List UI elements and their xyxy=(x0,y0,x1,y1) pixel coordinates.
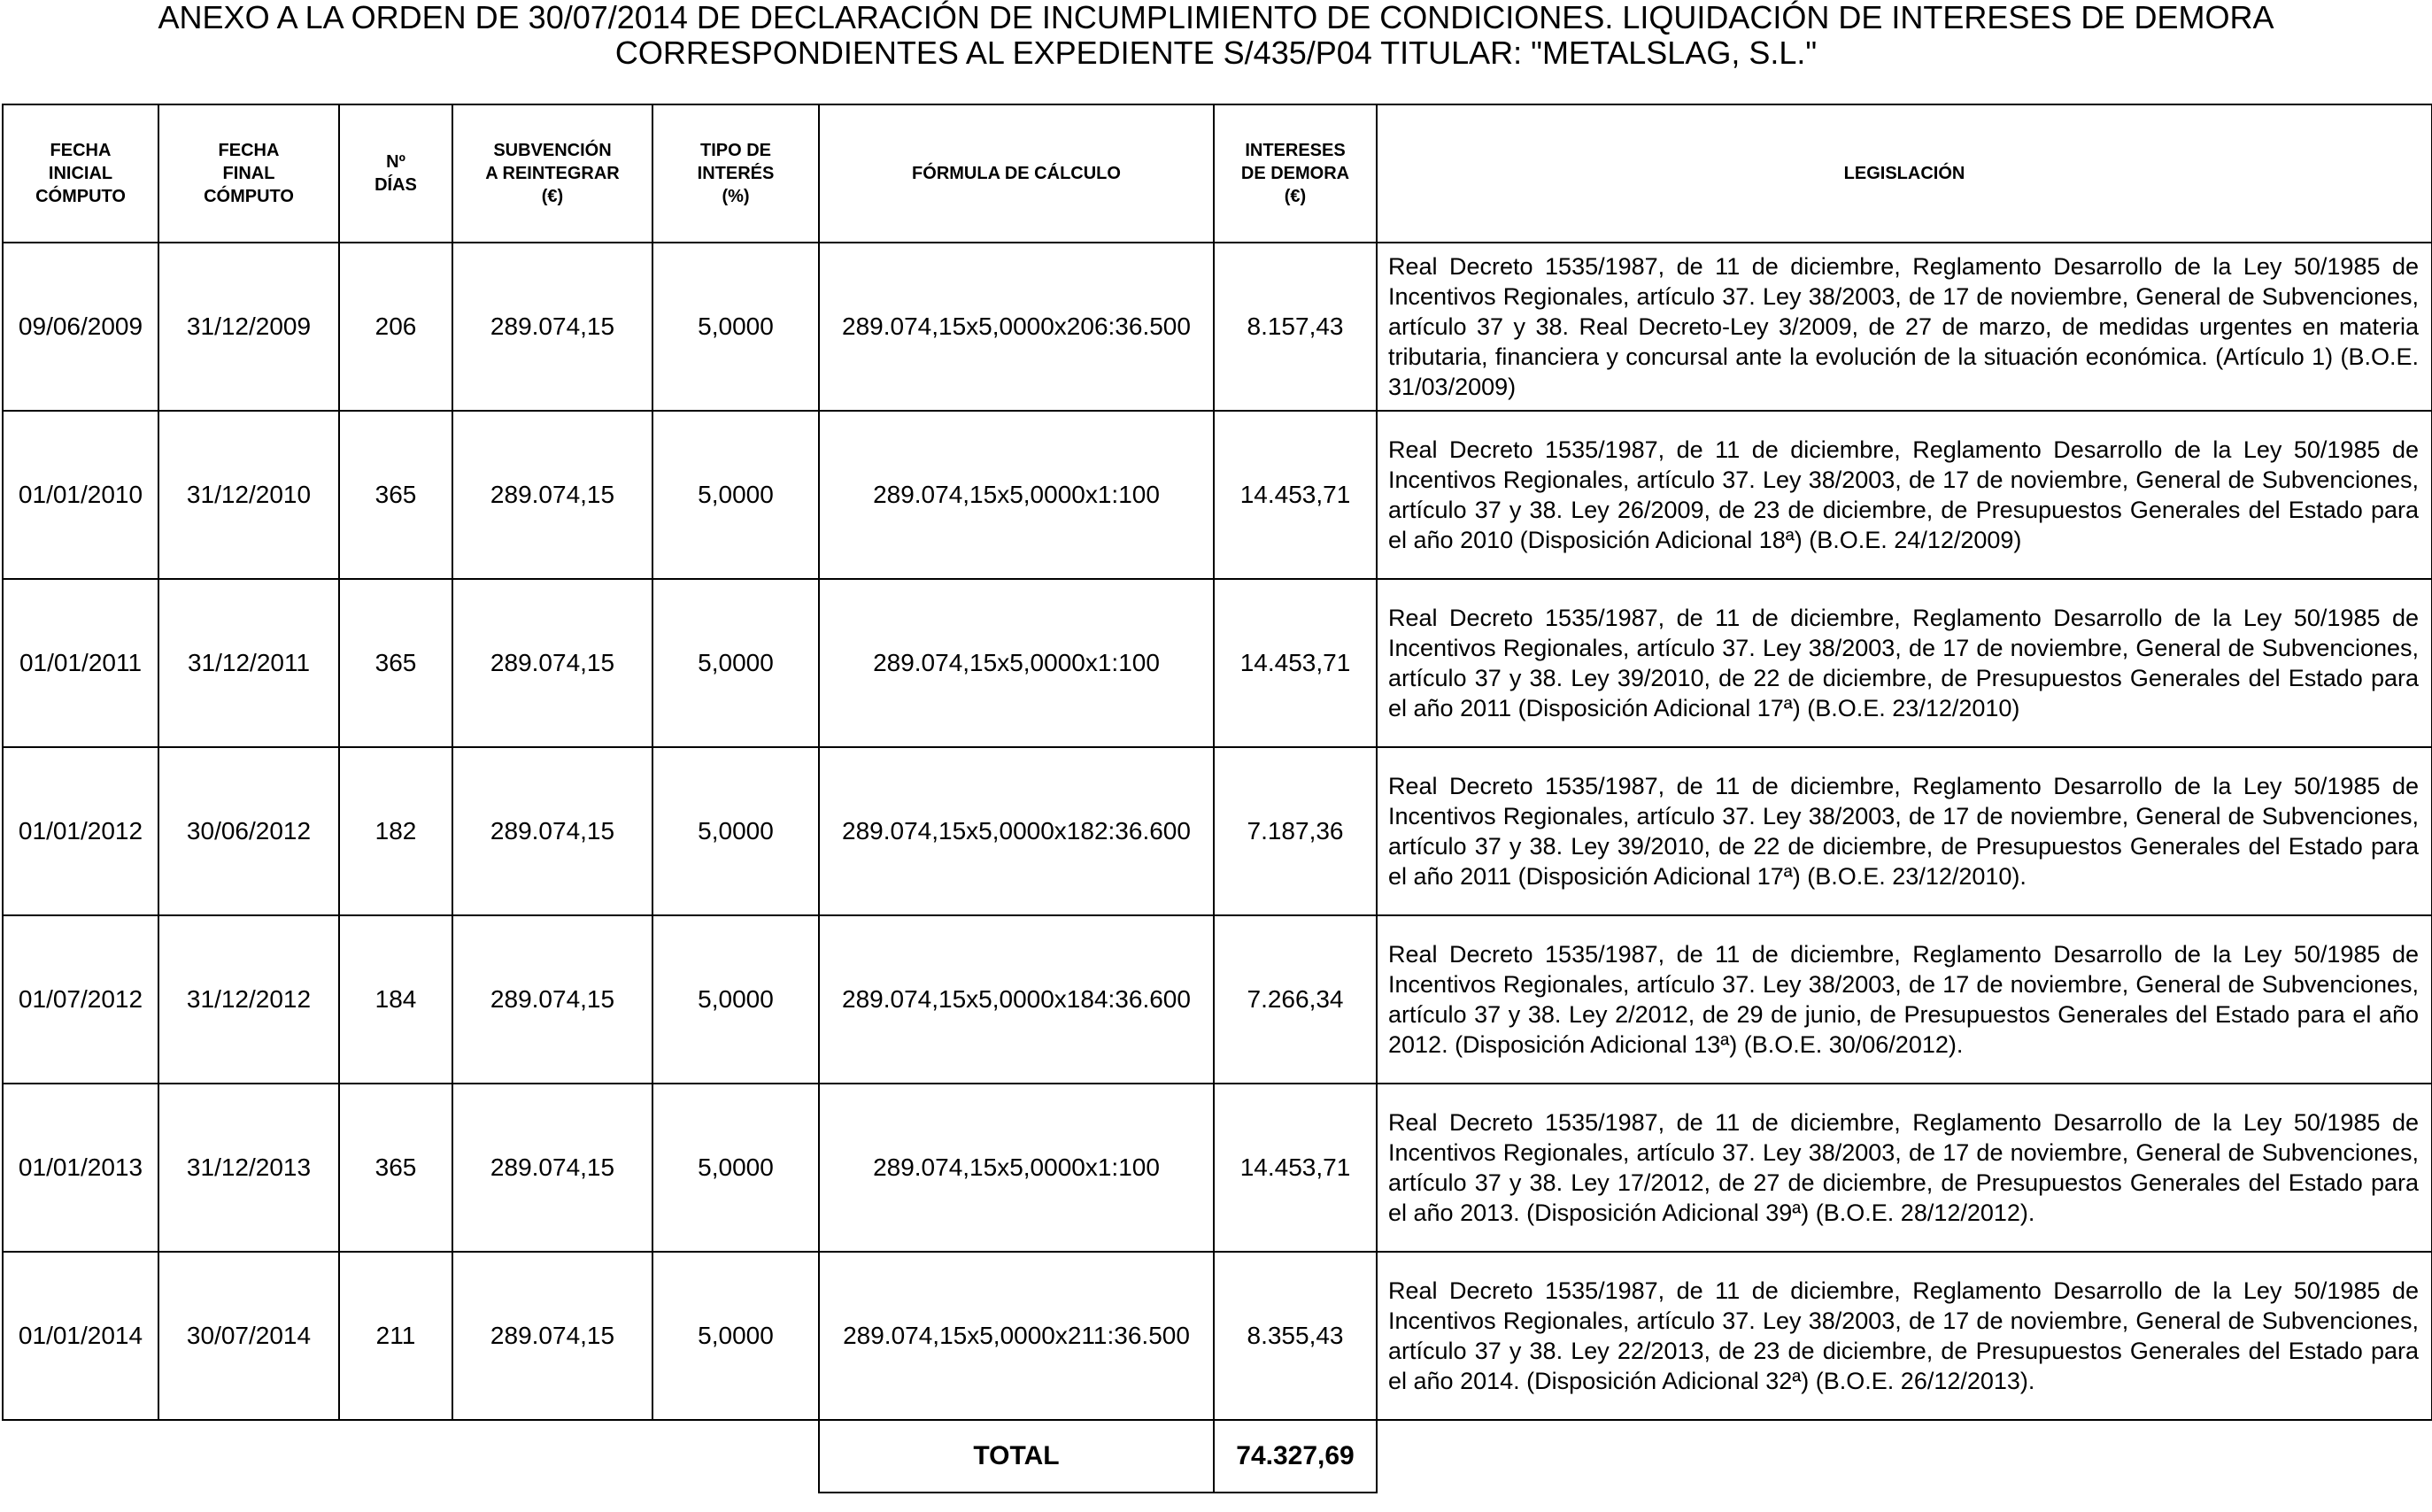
cell-legislacion: Real Decreto 1535/1987, de 11 de diciembre, Reglamento Desarrollo de la Ley 50/1985 de Incentivos Regionales, artículo 37. Ley 38/2003, de 17 de noviembre, General de Subvenciones, artículo 37 y 38. Real Decreto-Ley 3/2009, de 27 de marzo, de medidas urgentes en materia tributaria, financiera y concursal ante la evolución de la situación económica. (Artículo 1) (B.O.E. 31/03/2009) xyxy=(1377,243,2432,411)
cell-intereses: 14.453,71 xyxy=(1214,411,1377,579)
cell-fecha-final: 31/12/2010 xyxy=(158,411,339,579)
cell-dias: 365 xyxy=(339,1084,452,1252)
cell-legislacion: Real Decreto 1535/1987, de 11 de diciembre, Reglamento Desarrollo de la Ley 50/1985 de Incentivos Regionales, artículo 37. Ley 38/2003, de 17 de noviembre, General de Subvenciones, artículo 37 y 38. Ley 39/2010, de 22 de diciembre, de Presupuestos Generales del Estado para el año 2011 (Disposición Adicional 17ª) (B.O.E. 23/12/2010) xyxy=(1377,579,2432,747)
table-row xyxy=(3,411,2432,579)
header-fecha-inicial: FECHA INICIAL CÓMPUTO xyxy=(3,104,158,243)
cell-subvencion: 289.074,15 xyxy=(452,1084,652,1252)
cell-legislacion: Real Decreto 1535/1987, de 11 de diciembre, Reglamento Desarrollo de la Ley 50/1985 de Incentivos Regionales, artículo 37. Ley 38/2003, de 17 de noviembre, General de Subvenciones, artículo 37 y 38. Ley 17/2012, de 27 de diciembre, de Presupuestos Generales del Estado para el año 2013. (Disposición Adicional 39ª) (B.O.E. 28/12/2012). xyxy=(1377,1084,2432,1252)
header-formula: FÓRMULA DE CÁLCULO xyxy=(819,104,1214,243)
header-intereses: INTERESES DE DEMORA (€) xyxy=(1214,104,1377,243)
cell-legislacion: Real Decreto 1535/1987, de 11 de diciembre, Reglamento Desarrollo de la Ley 50/1985 de Incentivos Regionales, artículo 37. Ley 38/2003, de 17 de noviembre, General de Subvenciones, artículo 37 y 38. Ley 26/2009, de 23 de diciembre, de Presupuestos Generales del Estado para el año 2010 (Disposición Adicional 18ª) (B.O.E. 24/12/2009) xyxy=(1377,411,2432,579)
cell-subvencion: 289.074,15 xyxy=(452,579,652,747)
cell-fecha-final: 31/12/2011 xyxy=(158,579,339,747)
cell-fecha-inicial: 01/01/2014 xyxy=(3,1252,158,1420)
title-line-2: CORRESPONDIENTES AL EXPEDIENTE S/435/P04 TITULAR: "METALSLAG, S.L." xyxy=(614,35,1818,71)
header-fecha-final: FECHA FINAL CÓMPUTO xyxy=(158,104,339,243)
cell-formula: 289.074,15x5,0000x1:100 xyxy=(819,579,1214,747)
cell-fecha-final: 31/12/2009 xyxy=(158,243,339,411)
cell-tipo-interes: 5,0000 xyxy=(652,915,819,1084)
header-legislacion: LEGISLACIÓN xyxy=(1377,104,2432,243)
cell-dias: 184 xyxy=(339,915,452,1084)
cell-legislacion: Real Decreto 1535/1987, de 11 de diciembre, Reglamento Desarrollo de la Ley 50/1985 de Incentivos Regionales, artículo 37. Ley 38/2003, de 17 de noviembre, General de Subvenciones, artículo 37 y 38. Ley 22/2013, de 23 de diciembre, de Presupuestos Generales del Estado para el año 2014. (Disposición Adicional 32ª) (B.O.E. 26/12/2013). xyxy=(1377,1252,2432,1420)
table-row xyxy=(3,1084,2432,1252)
header-tipo-interes: TIPO DE INTERÉS (%) xyxy=(652,104,819,243)
cell-tipo-interes: 5,0000 xyxy=(652,579,819,747)
cell-intereses: 7.187,36 xyxy=(1214,747,1377,915)
cell-intereses: 14.453,71 xyxy=(1214,1084,1377,1252)
cell-dias: 206 xyxy=(339,243,452,411)
total-spacer xyxy=(3,1420,819,1493)
cell-fecha-final: 31/12/2013 xyxy=(158,1084,339,1252)
header-dias: Nº DÍAS xyxy=(339,104,452,243)
cell-fecha-final: 30/06/2012 xyxy=(158,747,339,915)
cell-fecha-final: 31/12/2012 xyxy=(158,915,339,1084)
table-row xyxy=(3,579,2432,747)
cell-fecha-inicial: 01/01/2010 xyxy=(3,411,158,579)
cell-dias: 211 xyxy=(339,1252,452,1420)
cell-tipo-interes: 5,0000 xyxy=(652,243,819,411)
cell-tipo-interes: 5,0000 xyxy=(652,747,819,915)
title-line-1: ANEXO A LA ORDEN DE 30/07/2014 DE DECLARACIÓN DE INCUMPLIMIENTO DE CONDICIONES. LIQUIDACIÓN DE INTERESES DE DEMORA xyxy=(158,0,2274,35)
cell-fecha-inicial: 09/06/2009 xyxy=(3,243,158,411)
cell-intereses: 14.453,71 xyxy=(1214,579,1377,747)
cell-formula: 289.074,15x5,0000x182:36.600 xyxy=(819,747,1214,915)
cell-formula: 289.074,15x5,0000x184:36.600 xyxy=(819,915,1214,1084)
cell-legislacion: Real Decreto 1535/1987, de 11 de diciembre, Reglamento Desarrollo de la Ley 50/1985 de Incentivos Regionales, artículo 37. Ley 38/2003, de 17 de noviembre, General de Subvenciones, artículo 37 y 38. Ley 39/2010, de 22 de diciembre, de Presupuestos Generales del Estado para el año 2011 (Disposición Adicional 17ª) (B.O.E. 23/12/2010). xyxy=(1377,747,2432,915)
cell-tipo-interes: 5,0000 xyxy=(652,1084,819,1252)
cell-fecha-inicial: 01/01/2013 xyxy=(3,1084,158,1252)
table-row xyxy=(3,1252,2432,1420)
cell-subvencion: 289.074,15 xyxy=(452,243,652,411)
cell-fecha-inicial: 01/01/2011 xyxy=(3,579,158,747)
cell-dias: 365 xyxy=(339,411,452,579)
table-row xyxy=(3,747,2432,915)
document-title xyxy=(0,0,2432,71)
header-row xyxy=(3,104,2432,243)
total-trailing-spacer xyxy=(1377,1420,2432,1493)
cell-subvencion: 289.074,15 xyxy=(452,411,652,579)
cell-intereses: 8.157,43 xyxy=(1214,243,1377,411)
total-label: TOTAL xyxy=(819,1420,1214,1493)
total-value: 74.327,69 xyxy=(1214,1420,1377,1493)
cell-dias: 365 xyxy=(339,579,452,747)
cell-formula: 289.074,15x5,0000x206:36.500 xyxy=(819,243,1214,411)
cell-formula: 289.074,15x5,0000x211:36.500 xyxy=(819,1252,1214,1420)
cell-formula: 289.074,15x5,0000x1:100 xyxy=(819,1084,1214,1252)
cell-formula: 289.074,15x5,0000x1:100 xyxy=(819,411,1214,579)
cell-subvencion: 289.074,15 xyxy=(452,915,652,1084)
total-row xyxy=(3,1420,2432,1493)
interest-table xyxy=(2,104,2432,1493)
table-row xyxy=(3,243,2432,411)
cell-subvencion: 289.074,15 xyxy=(452,1252,652,1420)
table-row xyxy=(3,915,2432,1084)
cell-legislacion: Real Decreto 1535/1987, de 11 de diciembre, Reglamento Desarrollo de la Ley 50/1985 de Incentivos Regionales, artículo 37. Ley 38/2003, de 17 de noviembre, General de Subvenciones, artículo 37 y 38. Ley 2/2012, de 29 de junio, de Presupuestos Generales del Estado para el año 2012. (Disposición Adicional 13ª) (B.O.E. 30/06/2012). xyxy=(1377,915,2432,1084)
cell-fecha-final: 30/07/2014 xyxy=(158,1252,339,1420)
cell-dias: 182 xyxy=(339,747,452,915)
cell-fecha-inicial: 01/07/2012 xyxy=(3,915,158,1084)
cell-tipo-interes: 5,0000 xyxy=(652,1252,819,1420)
cell-tipo-interes: 5,0000 xyxy=(652,411,819,579)
header-subvencion: SUBVENCIÓN A REINTEGRAR (€) xyxy=(452,104,652,243)
cell-intereses: 8.355,43 xyxy=(1214,1252,1377,1420)
cell-subvencion: 289.074,15 xyxy=(452,747,652,915)
cell-fecha-inicial: 01/01/2012 xyxy=(3,747,158,915)
cell-intereses: 7.266,34 xyxy=(1214,915,1377,1084)
